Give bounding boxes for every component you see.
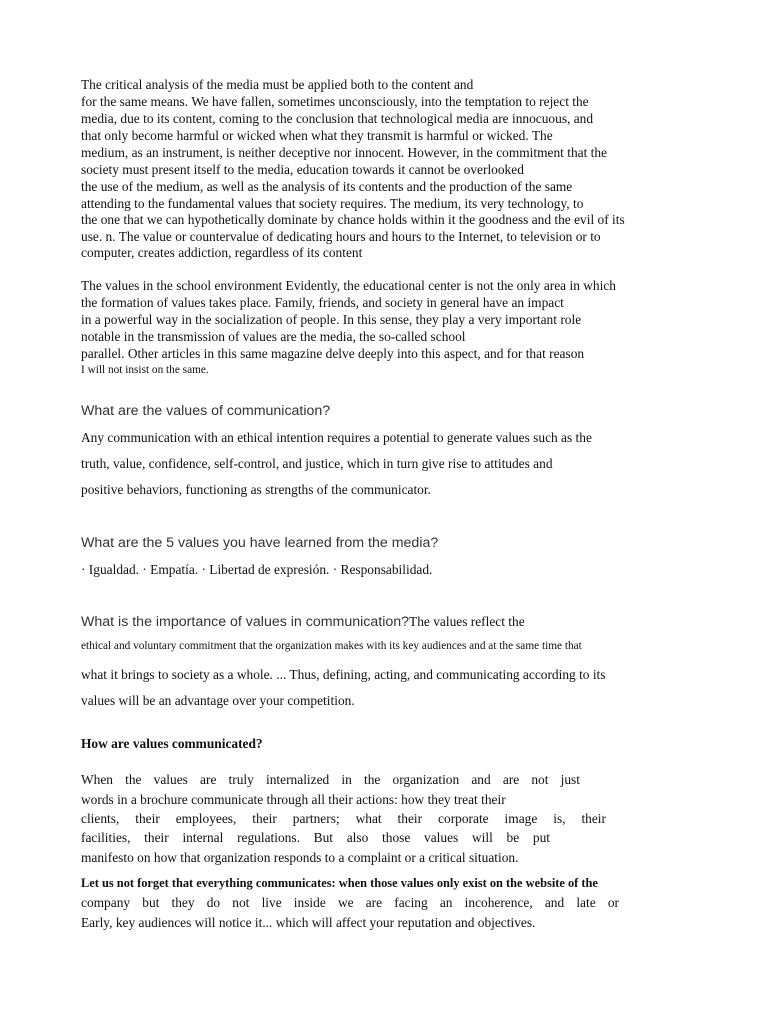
bold-line: Let us not forget that everything communicates: when those values only exist on the website of the bbox=[81, 876, 598, 890]
paragraph-line: truth, value, confidence, self-control, and justice, which in turn give rise to attitudes and bbox=[81, 456, 553, 471]
paragraph-line: positive behaviors, functioning as strengths of the communicator. bbox=[81, 482, 431, 497]
paragraph-line: computer, creates addiction, regardless of its content bbox=[81, 245, 363, 260]
paragraph-line: parallel. Other articles in this same magazine delve deeply into this aspect, and for that reason bbox=[81, 346, 585, 361]
paragraph-line: in a powerful way in the socialization of people. In this sense, they play a very important role bbox=[81, 312, 582, 327]
paragraph-line: Early, key audiences will notice it... which will affect your reputation and objectives. bbox=[81, 915, 536, 930]
paragraph-line: what it brings to society as a whole. ... Thus, defining, acting, and communicating according to its bbox=[81, 667, 606, 682]
paragraph-line: manifesto on how that organization responds to a complaint or a critical situation. bbox=[81, 850, 519, 865]
paragraph-line: clients, their employees, their partners; what their corporate image is, their bbox=[81, 811, 606, 826]
paragraph-line: that only become harmful or wicked when what they transmit is harmful or wicked. The bbox=[81, 128, 553, 143]
paragraph-line: notable in the transmission of values are the media, the so-called school bbox=[81, 329, 466, 344]
values-list: · Igualdad. · Empatía. · Libertad de expresión. · Responsabilidad. bbox=[81, 562, 433, 577]
section-heading: What is the importance of values in communication? bbox=[81, 614, 410, 630]
paragraph-line: medium, as an instrument, is neither deceptive nor innocent. However, in the commitment that the bbox=[81, 145, 608, 160]
paragraph-line: society must present itself to the media, education towards it cannot be overlooked bbox=[81, 162, 524, 177]
paragraph-line: the use of the medium, as well as the analysis of its contents and the production of the same bbox=[81, 179, 573, 194]
paragraph-line: The values in the school environment Evidently, the educational center is not the only area in which bbox=[81, 278, 616, 293]
paragraph-line: the formation of values takes place. Family, friends, and society in general have an impact bbox=[81, 295, 564, 310]
paragraph-line: use. n. The value or countervalue of dedicating hours and hours to the Internet, to television or to bbox=[81, 229, 601, 244]
paragraph-line: company but they do not live inside we are facing an incoherence, and late or bbox=[81, 895, 619, 910]
paragraph-line: for the same means. We have fallen, sometimes unconsciously, into the temptation to reject the bbox=[81, 94, 589, 109]
paragraph-line: ethical and voluntary commitment that the organization makes with its key audiences and at the same time that bbox=[81, 640, 582, 652]
paragraph-line: When the values are truly internalized in the organization and are not just bbox=[81, 772, 580, 787]
paragraph-line: facilities, their internal regulations. But also those values will be put bbox=[81, 830, 550, 845]
paragraph-line: The critical analysis of the media must be applied both to the content and bbox=[81, 77, 474, 92]
heading-tail-text: The values reflect the bbox=[409, 614, 525, 629]
paragraph-line: Any communication with an ethical intention requires a potential to generate values such as the bbox=[81, 430, 592, 445]
paragraph-line: words in a brochure communicate through all their actions: how they treat their bbox=[81, 792, 506, 807]
paragraph-line: media, due to its content, coming to the conclusion that technological media are innocuous, and bbox=[81, 111, 594, 126]
section-heading-row bbox=[81, 613, 525, 631]
paragraph-line: attending to the fundamental values that society requires. The medium, its very technology, to bbox=[81, 196, 584, 211]
section-heading: What are the 5 values you have learned from the media? bbox=[81, 535, 439, 551]
paragraph-line: the one that we can hypothetically dominate by chance holds within it the goodness and the evil of its bbox=[81, 212, 625, 227]
section-heading: What are the values of communication? bbox=[81, 403, 331, 419]
paragraph-line: values will be an advantage over your competition. bbox=[81, 693, 355, 708]
section-heading: How are values communicated? bbox=[81, 736, 263, 751]
paragraph-line: I will not insist on the same. bbox=[81, 364, 209, 376]
